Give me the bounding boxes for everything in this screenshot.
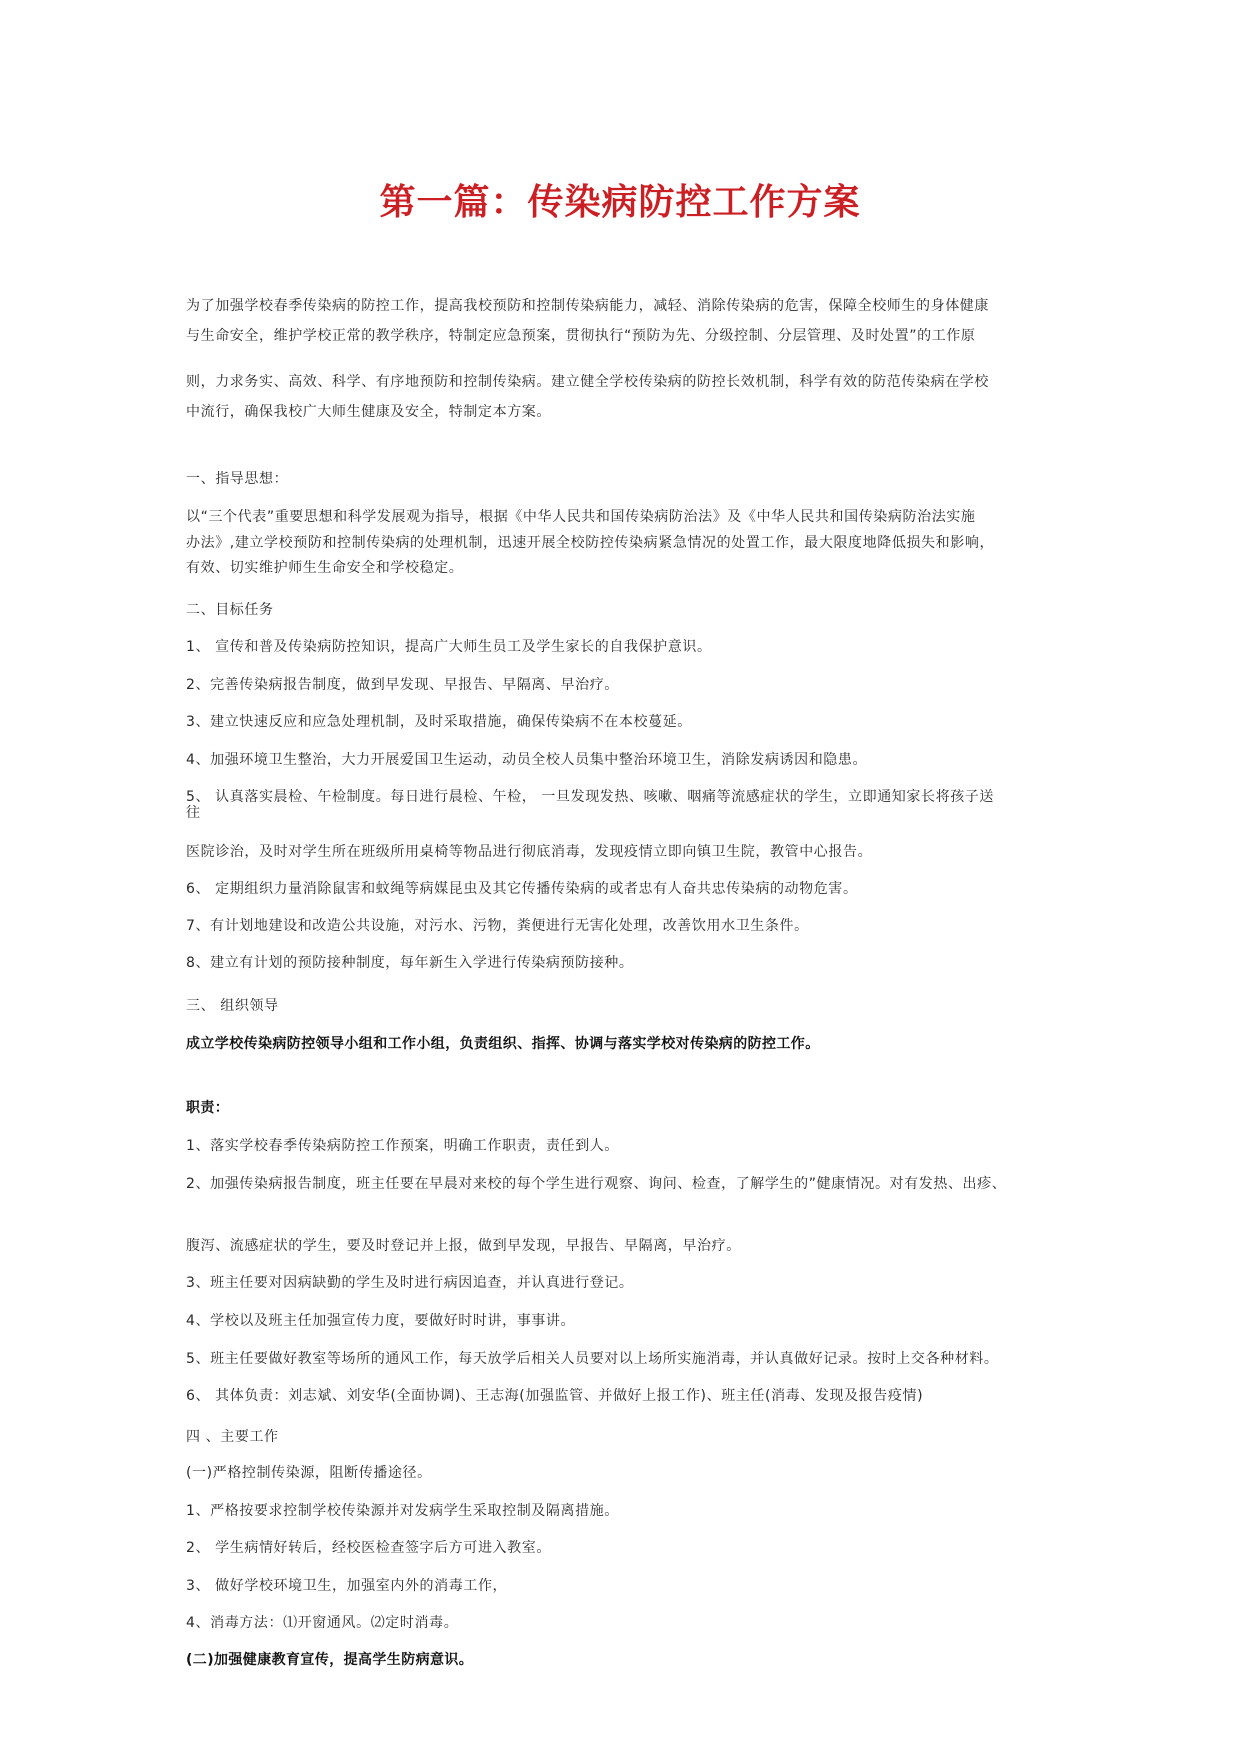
paragraph-line: 有效、切实维护师生生命安全和学校稳定。	[186, 560, 464, 576]
list-item: 5、班主任要做好教室等场所的通风工作，每天放学后相关人员要对以上场所实施消毒，并认真做好记录。按时上交各种材料。	[186, 1351, 999, 1367]
section-heading: 二、目标任务	[186, 602, 274, 618]
section-heading: 三、 组织领导	[186, 998, 279, 1014]
list-item: 4、消毒方法：⑴开窗通风。⑵定时消毒。	[186, 1615, 459, 1631]
paragraph-line: 以“三个代表”重要思想和科学发展观为指导，根据《中华人民共和国传染病防治法》及《中华人民共和国传染病防治法实施	[186, 509, 976, 525]
subsection-heading: (二)加强健康教育宣传，提高学生防病意识。	[186, 1652, 474, 1668]
list-item: 3、建立快速反应和应急处理机制，及时采取措施，确保传染病不在本校蔓延。	[186, 714, 692, 730]
list-item: 1、落实学校春季传染病防控工作预案，明确工作职责，责任到人。	[186, 1138, 619, 1154]
list-item: 8、建立有计划的预防接种制度，每年新生入学进行传染病预防接种。	[186, 955, 634, 971]
section-heading: 一、指导思想：	[186, 471, 289, 487]
section-heading: 四 、主要工作	[186, 1429, 279, 1445]
intro-line: 中流行，确保我校广大师生健康及安全，特制定本方案。	[186, 404, 551, 420]
list-item: 5、 认真落实晨检、午检制度。每日进行晨检、午检， 一旦发现发热、咳嗽、咽痛等流感症状的学生，立即通知家长将孩子送	[186, 789, 995, 805]
list-item: 4、学校以及班主任加强宣传力度，要做好时时讲，事事讲。	[186, 1313, 576, 1329]
list-item: 2、加强传染病报告制度，班主任要在早晨对来校的每个学生进行观察、询问、检查，了解学生的”健康情况。对有发热、出疹、	[186, 1176, 1007, 1192]
list-item: 3、班主任要对因病缺勤的学生及时进行病因追查，并认真进行登记。	[186, 1275, 634, 1291]
list-item: 6、 定期组织力量消除鼠害和蚊绳等病媒昆虫及其它传播传染病的或者忠有人奋共忠传染病的动物危害。	[186, 881, 858, 897]
list-item: 6、 其体负责：刘志斌、刘安华(全面协调)、王志海(加强监管、并做好上报工作)、班主任(消毒、发现及报告疫情)	[186, 1388, 924, 1404]
list-item: 1、严格按要求控制学校传染源并对发病学生采取控制及隔离措施。	[186, 1503, 619, 1519]
intro-line: 则，力求务实、高效、科学、有序地预防和控制传染病。建立健全学校传染病的防控长效机制，科学有效的防范传染病在学校	[186, 374, 989, 390]
list-item: 7、有计划地建设和改造公共设施，对污水、污物，粪便进行无害化处理，改善饮用水卫生条件。	[186, 918, 809, 934]
list-item-wrap: 往	[186, 805, 201, 821]
paragraph-line: 办法》,建立学校预防和控制传染病的处理机制，迅速开展全校防控传染病紧急情况的处置工作，最大限度地降低损失和影响，	[186, 535, 995, 551]
list-item: 医院诊治，及时对学生所在班级所用桌椅等物品进行彻底消毒，发现疫情立即向镇卫生院，教管中心报告。	[186, 844, 873, 860]
list-item: 3、 做好学校环境卫生，加强室内外的消毒工作，	[186, 1578, 508, 1594]
list-item: 4、加强环境卫生整治，大力开展爱国卫生运动，动员全校人员集中整治环境卫生，消除发病诱因和隐患。	[186, 752, 868, 768]
duty-heading: 职责：	[186, 1100, 230, 1116]
intro-line: 与生命安全，维护学校正常的教学秩序，特制定应急预案，贯彻执行“预防为先、分级控制、分层管理、及时处置”的工作原	[186, 328, 976, 344]
bold-statement: 成立学校传染病防控领导小组和工作小组，负责组织、指挥、协调与落实学校对传染病的防控工作。	[186, 1036, 820, 1052]
list-item: 2、 学生病情好转后，经校医检查签字后方可进入教室。	[186, 1540, 551, 1556]
subsection-heading: (一)严格控制传染源，阻断传播途径。	[186, 1465, 432, 1481]
page-title: 第一篇：传染病防控工作方案	[379, 181, 861, 223]
intro-line: 为了加强学校春季传染病的防控工作，提高我校预防和控制传染病能力，减轻、消除传染病的危害，保障全校师生的身体健康	[186, 298, 989, 314]
list-item: 腹泻、流感症状的学生，要及时登记并上报，做到早发现，早报告、早隔离，早治疗。	[186, 1238, 741, 1254]
list-item: 2、完善传染病报告制度，做到早发现、早报告、早隔离、早治疗。	[186, 677, 619, 693]
list-item: 1、 宣传和普及传染病防控知识，提高广大师生员工及学生家长的自我保护意识。	[186, 639, 712, 655]
